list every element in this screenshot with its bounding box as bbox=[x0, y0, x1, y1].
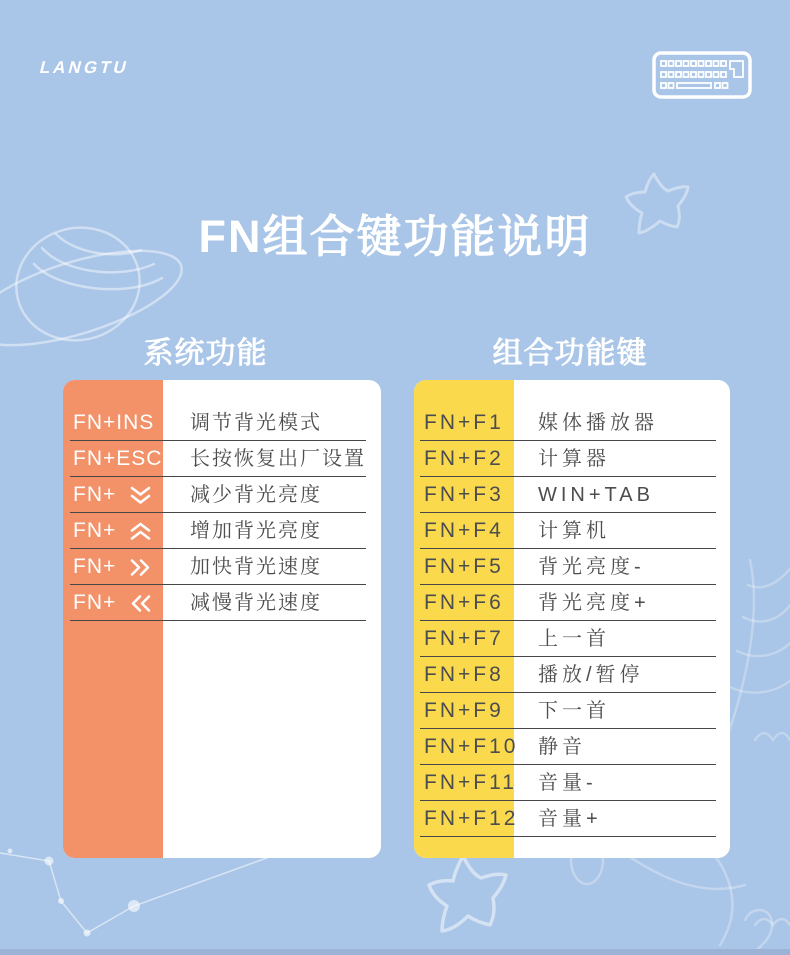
double-chevron-down-icon bbox=[129, 485, 152, 506]
keyboard-icon bbox=[652, 50, 752, 100]
table-row bbox=[414, 765, 730, 801]
function-label: 音量+ bbox=[538, 808, 602, 830]
key-label: FN+F1 bbox=[424, 411, 504, 434]
function-label: WIN+TAB bbox=[538, 484, 654, 506]
key-label: FN+ bbox=[73, 519, 117, 542]
table-row bbox=[414, 513, 730, 549]
key-label: FN+F6 bbox=[424, 591, 504, 614]
function-label: 媒体播放器 bbox=[538, 412, 658, 434]
key-label: FN+F10 bbox=[424, 735, 519, 758]
function-label: 增加背光亮度 bbox=[190, 520, 322, 542]
function-label: 音量- bbox=[538, 772, 597, 794]
table-row bbox=[63, 513, 381, 549]
key-label: FN+F4 bbox=[424, 519, 504, 542]
function-label: 静音 bbox=[538, 736, 586, 758]
key-label: FN+F12 bbox=[424, 807, 519, 830]
table-row bbox=[414, 477, 730, 513]
key-label: FN+ bbox=[73, 483, 117, 506]
function-label: 长按恢复出厂设置 bbox=[190, 448, 366, 470]
right-section-header: 组合功能键 bbox=[492, 337, 648, 370]
function-label: 计算机 bbox=[538, 520, 610, 542]
combination-keys-table bbox=[414, 380, 730, 858]
key-label: FN+F7 bbox=[424, 627, 504, 650]
brand-logo: LANGTU bbox=[37, 58, 132, 77]
left-section-header: 系统功能 bbox=[143, 337, 268, 370]
double-chevron-right-icon bbox=[129, 558, 152, 577]
function-label: 背光亮度- bbox=[538, 556, 645, 578]
table-row bbox=[63, 477, 381, 513]
table-row bbox=[414, 621, 730, 657]
key-label: FN+F9 bbox=[424, 699, 504, 722]
function-label: 减少背光亮度 bbox=[190, 484, 322, 506]
function-label: 减慢背光速度 bbox=[190, 592, 322, 614]
table-row bbox=[414, 693, 730, 729]
function-label: 下一首 bbox=[538, 700, 610, 722]
table-row bbox=[414, 405, 730, 441]
key-label: FN+F11 bbox=[424, 771, 517, 794]
function-label: 背光亮度+ bbox=[538, 592, 650, 614]
function-label: 加快背光速度 bbox=[190, 556, 322, 578]
table-row bbox=[63, 585, 381, 621]
key-label: FN+F8 bbox=[424, 663, 504, 686]
key-label: FN+ bbox=[73, 591, 117, 614]
key-label: FN+ bbox=[73, 555, 117, 578]
row-divider bbox=[420, 836, 716, 837]
function-label: 播放/暂停 bbox=[538, 664, 644, 686]
table-row bbox=[63, 549, 381, 585]
table-row bbox=[414, 729, 730, 765]
table-row bbox=[63, 441, 381, 477]
system-functions-table bbox=[63, 380, 381, 858]
double-chevron-left-icon bbox=[129, 594, 152, 613]
function-label: 调节背光模式 bbox=[190, 412, 322, 434]
table-row bbox=[414, 549, 730, 585]
table-row bbox=[414, 657, 730, 693]
table-row bbox=[414, 801, 730, 837]
table-row bbox=[414, 585, 730, 621]
section-edge-strip bbox=[0, 949, 790, 955]
key-label: FN+F3 bbox=[424, 483, 504, 506]
double-chevron-up-icon bbox=[129, 521, 152, 542]
key-label: FN+F2 bbox=[424, 447, 504, 470]
table-row bbox=[414, 441, 730, 477]
key-label: FN+F5 bbox=[424, 555, 504, 578]
table-row bbox=[63, 405, 381, 441]
key-label: FN+INS bbox=[73, 411, 155, 434]
row-divider bbox=[70, 620, 366, 621]
function-label: 计算器 bbox=[538, 448, 610, 470]
function-label: 上一首 bbox=[538, 628, 610, 650]
star-doodle-bottom-icon bbox=[418, 850, 518, 955]
key-label: FN+ESC bbox=[73, 447, 163, 470]
page-title: FN组合键功能说明 bbox=[198, 211, 592, 262]
